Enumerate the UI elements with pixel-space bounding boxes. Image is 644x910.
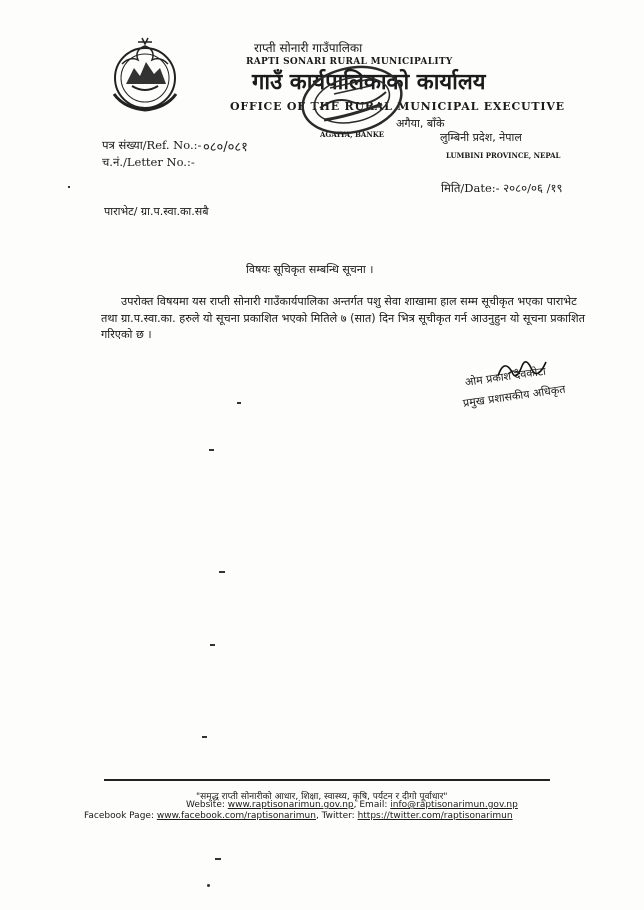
footer-social-line [84, 811, 513, 821]
letter-number-label: च.नं./Letter No.:- [102, 155, 195, 169]
office-location-english: AGAIYA, BANKE [320, 130, 385, 139]
scan-speck [237, 402, 241, 404]
email-link[interactable]: info@raptisonarimun.gov.np [390, 800, 518, 810]
footer-divider [104, 779, 550, 781]
footer-contact-line [186, 800, 518, 810]
scan-speck [219, 571, 225, 573]
scan-speck [202, 736, 207, 738]
scan-speck [207, 884, 210, 887]
province-english: LUMBINI PROVINCE, NEPAL [446, 151, 561, 160]
twitter-label: , Twitter: [315, 811, 358, 821]
office-title-nepali: गाउँ कार्यपालिकाको कार्यालय [252, 70, 486, 95]
website-link[interactable]: www.raptisonarimun.gov.np [227, 800, 354, 810]
reference-number-value: ०८०/०८१ [203, 140, 248, 155]
twitter-link[interactable]: https://twitter.com/raptisonarimun [357, 811, 513, 821]
office-title-english: OFFICE OF THE RURAL MUNICIPAL EXECUTIVE [230, 100, 565, 113]
scan-speck [209, 449, 214, 451]
signatory-title: प्रमुख प्रशासकीय अधिकृत [462, 382, 567, 410]
scan-speck [210, 644, 215, 646]
subject-line: विषयः सूचिकृत सम्बन्धि सूचना । [246, 263, 374, 276]
office-stamp-icon [290, 58, 420, 146]
signatory-name: ओम प्रकाश देवकोटा [464, 364, 547, 389]
municipality-name-nepali: राप्ती सोनारी गाउँपालिका [254, 41, 363, 55]
email-label: , Email: [353, 800, 391, 810]
facebook-link[interactable]: www.facebook.com/raptisonarimun [156, 811, 316, 821]
notice-body: उपरोक्त विषयमा यस राप्ती सोनारी गाउँकार्यपालिका अन्तर्गत पशु सेवा शाखामा हाल सम्म सूचीकृत भएका पाराभेट तथा ग्रा.प.स्वा.का. हरुले यो सूचना प्रकाशित भएको मितिले ७ (सात) दिन भित्र सूचीकृत गर्न आउनुहुन यो सूचना प्रकाशित गरिएको छ । [101, 295, 585, 341]
municipality-name-english: RAPTI SONARI RURAL MUNICIPALITY [246, 57, 453, 67]
footer-motto: "समृद्ध राप्ती सोनारीको आधार, शिक्षा, स्वास्थ्य, कृषि, पर्यटन र दीगो पूर्वाधार" [196, 792, 448, 802]
office-location-nepali: अगैया, बाँके [396, 117, 445, 130]
letter-date: मिति/Date:- २०८०/०६ /१९ [441, 181, 563, 195]
scan-speck [68, 186, 70, 188]
facebook-label: Facebook Page: [84, 811, 157, 821]
province-nepali: लुम्बिनी प्रदेश, नेपाल [440, 131, 522, 144]
government-emblem-icon [104, 34, 186, 114]
reference-number-label: पत्र संख्या/Ref. No.:- [102, 138, 202, 152]
scan-speck [215, 858, 221, 860]
website-label: Website: [186, 800, 228, 810]
recipient-line: पाराभेट/ ग्रा.प.स्वा.का.सबै [104, 205, 209, 218]
